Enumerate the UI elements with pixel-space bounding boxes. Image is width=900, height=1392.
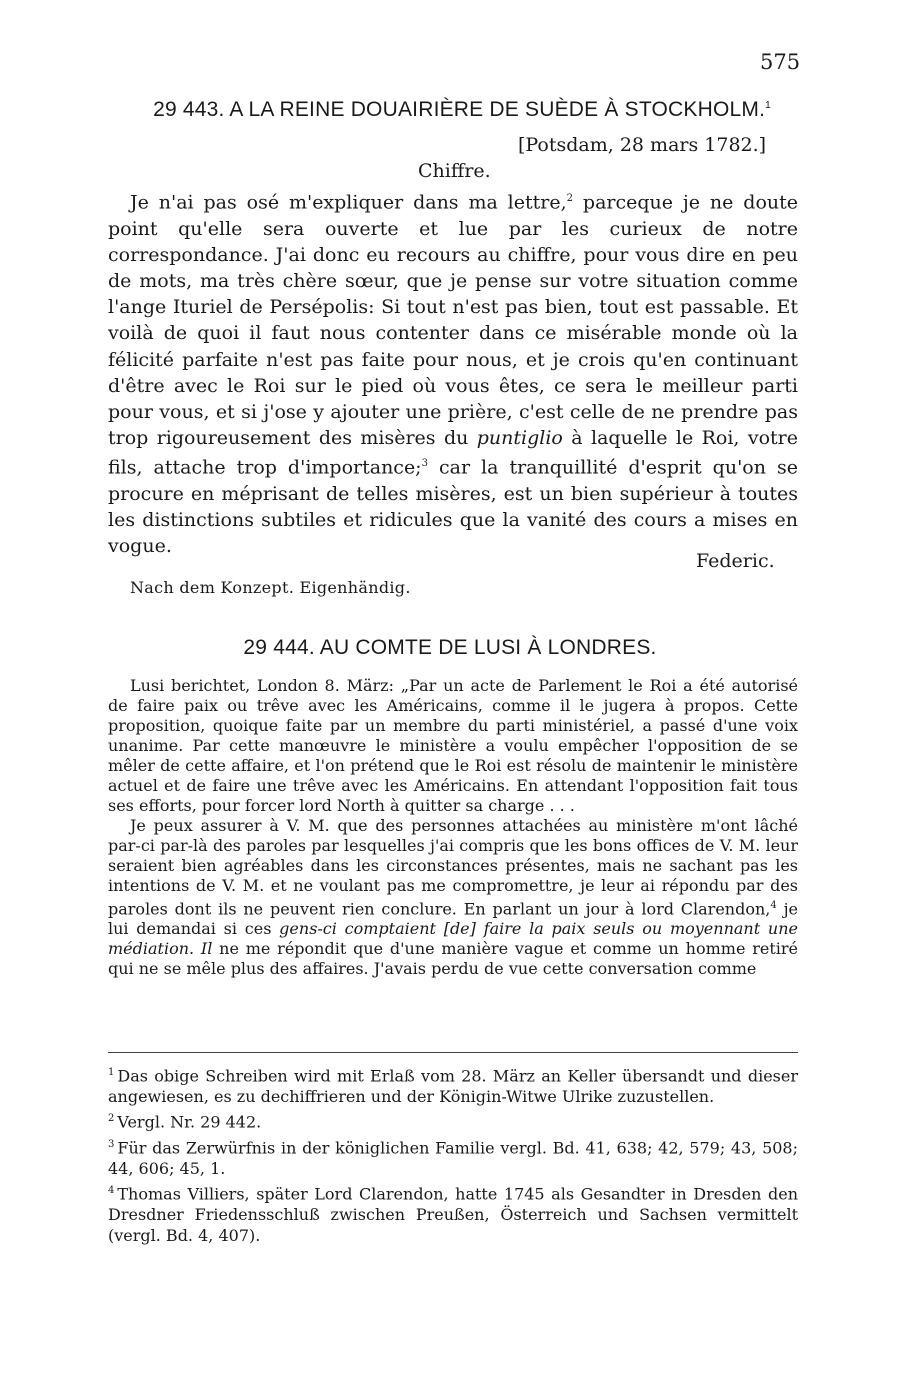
footnote-ref: 1 [765, 100, 771, 111]
italic-term: puntiglio [476, 427, 563, 450]
italic-phrase: gens-ci comptaient [de] faire la paix seuls ou moyennant une médiation. Il [108, 919, 798, 959]
footnote [108, 1062, 798, 1107]
footnote-ref: 3 [421, 458, 428, 470]
footnote-text: Das obige Schreiben wird mit Erlaß vom 28. März an Keller übersandt und dieser angewiesen, es zu dechiffrieren und der Königin-Witwe Ulrike zuzustellen. [108, 1066, 798, 1107]
footnote-ref: 4 [770, 900, 777, 911]
signature: Federic. [696, 550, 775, 572]
page-number: 575 [760, 50, 801, 74]
footnote [108, 1108, 798, 1132]
dateline: [Potsdam, 28 mars 1782.] [518, 134, 767, 156]
source-note: Nach dem Konzept. Eigenhändig. [130, 578, 411, 597]
report-paragraph [108, 816, 798, 979]
text-run: à laquelle le Roi, votre fils, attache trop d'importance; [108, 427, 798, 479]
footnote-divider [108, 1052, 798, 1053]
footnote-text: Für das Zerwürfnis in der königlichen Familie vergl. Bd. 41, 638; 42, 579; 43, 508; 44, 606; 45, 1. [108, 1137, 798, 1178]
text-run: Je peux assurer à V. M. que des personnes attachées au ministère m'ont lâché par-ci par-là des paroles par lesquelles j'ai compris que les bons offices de V. M. leur seraient bien agréables dans les circonstances présentes, mais ne sachant pas les intentions de V. M. et ne voulant pas me compromettre, je leur ai répondu par des paroles dont ils ne peuvent rien conclure. En parlant un jour à lord Clarendon, [108, 816, 798, 919]
report-paragraph: Lusi berichtet, London 8. März: „Par un acte de Parlement le Roi a été autorisé de faire paix ou trêve avec les Américains, comme il le jugera à propos. Cette proposition, quoique faite par un membre du parti ministériel, a passé d'une voix unanime. Par cette manœuvre le ministère a voulu empêcher l'opposition de se mêler de cette affaire, et l'on prétend que le Roi est résolu de maintenir le ministère actuel et de faire une trêve avec les Américains. En attendant l'opposition fait tous ses efforts, pour forcer lord North à quitter sa charge . . . [108, 676, 798, 815]
letter-paragraph [108, 186, 798, 560]
text-run: je lui demandai si ces [108, 899, 799, 939]
letter-heading-text: 29 443. A LA REINE DOUAIRIÈRE DE SUÈDE À STOCKHOLM. [153, 98, 766, 121]
cipher-note: Chiffre. [418, 160, 491, 182]
footnote [108, 1134, 798, 1179]
footnote-number: 4 [108, 1184, 115, 1196]
letter-heading [12, 98, 900, 122]
footnote-text: Thomas Villiers, später Lord Clarendon, hatte 1745 als Gesandter in Dresden den Dresdner Friedensschluß zwischen Preußen, Österreich und Sachsen vermittelt (vergl. Bd. 4, 407). [108, 1184, 798, 1246]
footnote-number: 2 [108, 1113, 115, 1125]
footnote-number: 3 [108, 1138, 115, 1150]
text-run: ne me répondit que d'une manière vague et comme un homme retiré qui ne se mêle plus des affaires. J'avais perdu de vue cette conversation comme [108, 939, 798, 979]
footnote-text: Vergl. Nr. 29 442. [117, 1112, 262, 1132]
report-body [108, 676, 798, 979]
footnote-ref: 2 [566, 193, 574, 204]
footnotes [108, 1062, 798, 1247]
letter-heading: 29 444. AU COMTE DE LUSI À LONDRES. [243, 636, 657, 659]
footnote [108, 1180, 798, 1246]
letter-body [108, 186, 798, 560]
text-run: car la tranquillité d'esprit qu'on se procure en méprisant de telles misères, est un bien supérieur à toutes les distinctions subtiles et ridicules que la vanité des cours a mises en vogue. [108, 456, 798, 558]
footnote-number: 1 [108, 1067, 115, 1078]
text-run: Je n'ai pas osé m'expliquer dans ma lettre, [130, 191, 567, 214]
text-run: parceque je ne doute point qu'elle sera ouverte et lue par les curieux de notre correspondance. J'ai donc eu recours au chiffre, pour vous dire en peu de mots, ma très chère sœur, que je pense sur votre situation comme l'ange Ituriel de Persépolis: Si tout n'est pas bien, tout est passable. Et voilà de quoi il faut nous contenter dans ce misérable monde où la félicité parfaite n'est pas faite pour nous, et je crois qu'en continuant d'être avec le Roi sur le pied où vous êtes, ce sera le meilleur parti pour vous, et si j'ose y ajouter une prière, c'est celle de ne prendre pas trop rigoureusement des misères du [108, 191, 799, 450]
